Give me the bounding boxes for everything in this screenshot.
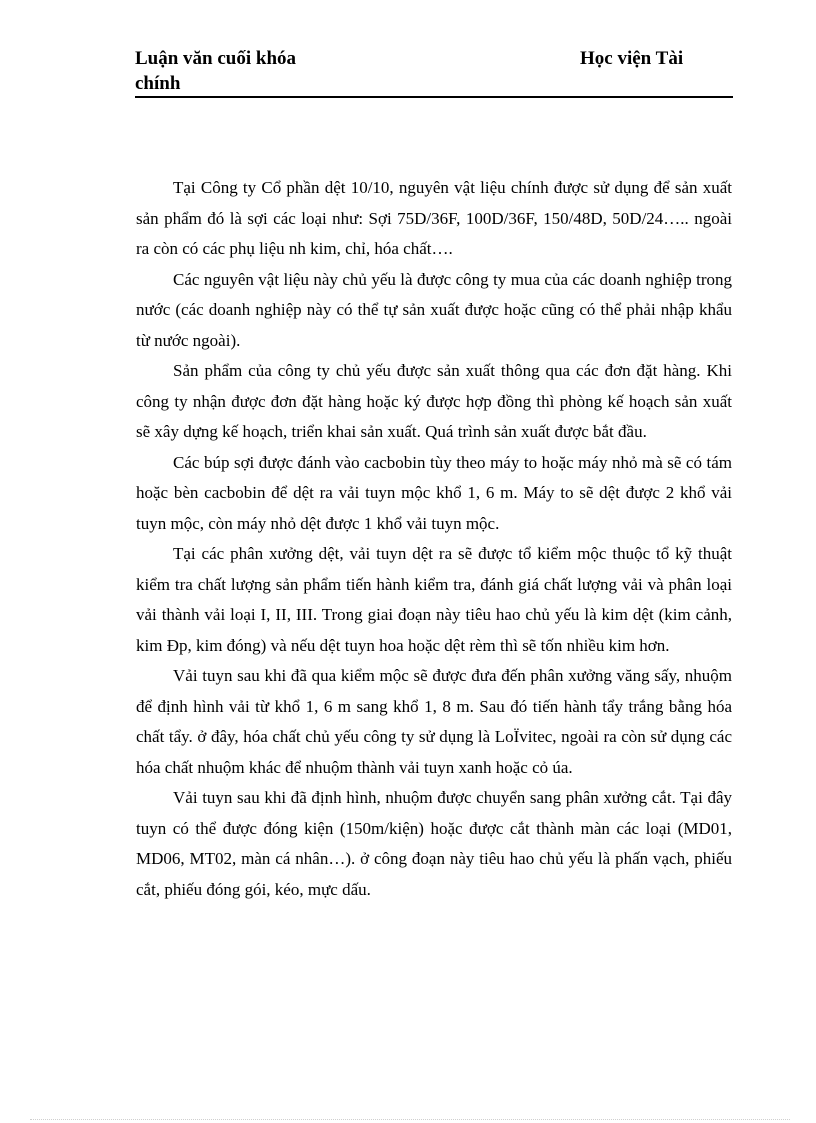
page-bottom-divider xyxy=(30,1119,790,1120)
paragraph: Tại các phân xưởng dệt, vải tuyn dệt ra sẽ được tổ kiểm mộc thuộc tổ kỹ thuật kiểm tra chất lượng sản phẩm tiến hành kiểm tra, đánh giá chất lượng vải và phân loại vải thành vải loại I, II, III. Trong giai đoạn này tiêu hao chủ yếu là kim dệt (kim cảnh, kim Đp, kim đóng) và nếu dệt tuyn hoa hoặc dệt rèm thì sẽ tốn nhiều kim hơn. xyxy=(136,544,732,655)
paragraph: Các búp sợi được đánh vào cacbobin tùy theo máy to hoặc máy nhỏ mà sẽ có tám hoặc bèn cacbobin để dệt ra vải tuyn mộc khổ 1, 6 m. Máy to sẽ dệt được 2 khổ vải tuyn mộc, còn máy nhỏ dệt được 1 khổ vải tuyn mộc. xyxy=(136,452,732,533)
header-right-title: Học viện Tài xyxy=(580,48,684,69)
header-left-title: Luận văn cuối khóa chính xyxy=(135,48,297,94)
paragraph: Vải tuyn sau khi đã qua kiểm mộc sẽ được đưa đến phân xưởng văng sấy, nhuộm để định hình vải từ khổ 1, 6 m sang khổ 1, 8 m. Sau đó tiến hành tẩy trắng bằng hóa chất tẩy. ở đây, hóa chất chủ yếu công ty sử dụng là LoÏvitec, ngoài ra còn sử dụng các hóa chất nhuộm khác để nhuộm thành vải tuyn xanh hoặc cỏ úa. xyxy=(136,666,732,777)
paragraph: Vải tuyn sau khi đã định hình, nhuộm được chuyển sang phân xưởng cắt. Tại đây tuyn có thể được đóng kiện (150m/kiện) hoặc được cắt thành màn các loại (MD01, MD06, MT02, màn cá nhân…). ở công đoạn này tiêu hao chủ yếu là phấn vạch, phiếu cắt, phiếu đóng gói, kéo, mực dấu. xyxy=(136,788,732,899)
document-body xyxy=(136,173,732,905)
paragraph: Tại Công ty Cổ phần dệt 10/10, nguyên vật liệu chính được sử dụng để sản xuất sản phẩm đó là sợi các loại như: Sợi 75D/36F, 100D/36F, 150/48D, 50D/24….. ngoài ra còn có các phụ liệu nh kim, chỉ, hóa chất…. xyxy=(136,178,732,258)
paragraph: Các nguyên vật liệu này chủ yếu là được công ty mua của các doanh nghiệp trong nước (các doanh nghiệp này có thể tự sản xuất được hoặc cũng có thể phải nhập khẩu từ nước ngoài). xyxy=(136,269,732,350)
paragraph: Sản phẩm của công ty chủ yếu được sản xuất thông qua các đơn đặt hàng. Khi công ty nhận được đơn đặt hàng hoặc ký được hợp đồng thì phòng kế hoạch sản xuất sẽ xây dựng kế hoạch, triển khai sản xuất. Quá trình sản xuất được bắt đầu. xyxy=(136,361,732,441)
page-header xyxy=(135,46,733,98)
